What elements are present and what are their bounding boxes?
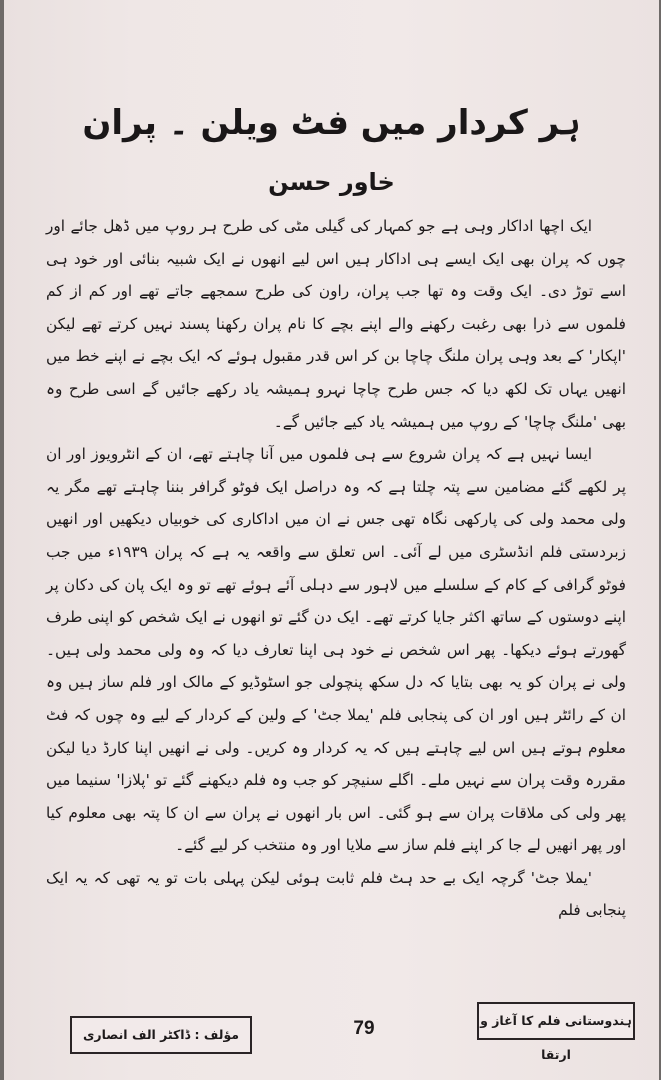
book-title-box: ہندوستانی فلم کا آغاز و ارتقا [477,1002,635,1040]
paragraph-1: ایک اچھا اداکار وہی ہے جو کمہار کی گیلی مٹی کی طرح ہر روپ میں ڈھل جائے اور چوں کہ پران بھی ایک ایسے ہی اداکار ہیں اس لیے انھوں نے ایک شبیہ بنائی اور خود ہی اسے توڑ دی۔ ایک وقت وہ تھا جب پران، راون کی طرح سمجھے جاتے تھے اور کم از کم فلموں سے ذرا بھی رغبت رکھنے والے اپنے بچے کا نام پران رکھنا پسند نہیں کرتے تھے لیکن 'اپکار' کے بعد وہی پران ملنگ چاچا بن کر اس قدر مقبول ہوئے کہ ایک بچے نے اپنے خط میں انھیں یہاں تک لکھ دیا کہ جس طرح چاچا نہرو ہمیشہ یاد رکھے جائیں گے اسی طرح وہ بھی 'ملنگ چاچا' کے روپ میں ہمیشہ یاد کیے جائیں گے۔ [46,217,626,431]
author-credit-box: مؤلف : ڈاکٹر الف انصاری [70,1016,252,1054]
page-footer [4,1002,659,1062]
author-name: خاور حسن [268,168,395,196]
page-number: 79 [353,1018,375,1039]
article-body [46,210,626,927]
book-page [4,0,659,1080]
chapter-title: ہر کردار میں فٹ ویلن ۔ پران [82,103,581,143]
paragraph-3: 'یملا جٹ' گرچہ ایک بے حد ہٹ فلم ثابت ہوئی لیکن پہلی بات تو یہ تھی کہ یہ ایک پنجابی فلم [46,868,626,920]
paragraph-2: ایسا نہیں ہے کہ پران شروع سے ہی فلموں میں آنا چاہتے تھے، ان کے انٹرویوز اور ان پر لکھے گئے مضامین سے پتہ چلتا ہے کہ وہ دراصل ایک فوٹو گرافر بننا چاہتے تھے مگر یہ ولی محمد ولی کی پارکھی نگاہ تھی جس نے ان میں اداکاری کی خوبیاں دیکھیں اور انھیں زبردستی فلم انڈسٹری میں لے آئی۔ اس تعلق سے واقعہ یہ ہے کہ پران ۱۹۳۹ء میں جب فوٹو گرافی کے کام کے سلسلے میں لاہور سے دہلی آئے ہوئے تھے تو وہ ایک پان کی دکان پر اپنے دوستوں کے ساتھ اکثر جایا کرتے تھے۔ ایک دن گئے تو انھوں نے ایک شخص کو اپنی طرف گھورتے ہوئے دیکھا۔ پھر اس شخص نے خود ہی اپنا تعارف دیا کہ وہ ولی محمد ولی ہیں۔ ولی نے پران کو یہ بھی بتایا کہ دل سکھ پنچولی جو اسٹوڈیو کے مالک اور فلم ساز ہیں وہ ان کے رائٹر ہیں اور ان کی پنجابی فلم 'یملا جٹ' کے ولین کے کردار کے لیے وہ چوں کہ فٹ معلوم ہوتے ہیں اس لیے چاہتے ہیں کہ یہ کردار وہ کریں۔ ولی نے انھیں اپنا کارڈ دیا لیکن مقررہ وقت پران سے نہیں ملے۔ اگلے سنیچر کو جب وہ فلم دیکھنے گئے تو 'پلازا' سنیما میں پھر ولی کی ملاقات پران سے ہو گئی۔ اس بار انھوں نے پران سے ان کا پتہ بھی معلوم کیا اور پھر انھیں لے جا کر اپنے فلم ساز سے ملایا اور وہ منتخب کر لیے گئے۔ [46,445,627,855]
